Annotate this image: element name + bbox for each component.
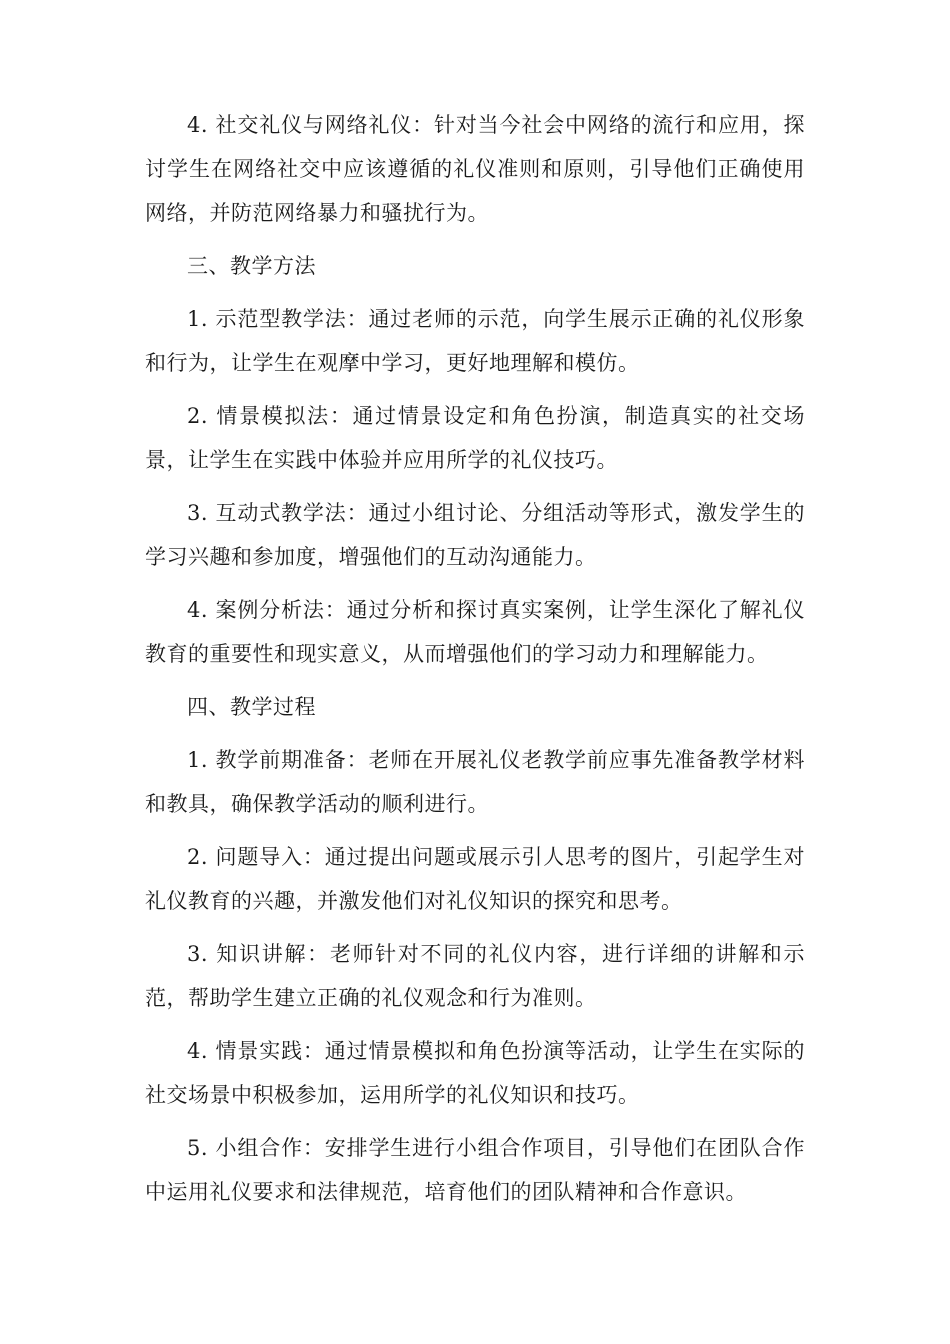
paragraph-method-demonstration: 1. 示范型教学法：通过老师的示范，向学生展示正确的礼仪形象和行为，让学生在观摩中学习，更好地理解和模仿。 <box>145 307 805 375</box>
section-heading-teaching-process: 四、教学过程 <box>187 695 316 719</box>
paragraph-step-preparation: 1. 教学前期准备：老师在开展礼仪老教学前应事先准备教学材料和教具，确保教学活动的顺利进行。 <box>145 748 805 816</box>
paragraph-step-scenario-practice: 4. 情景实践：通过情景模拟和角色扮演等活动，让学生在实际的社交场景中积极参加，运用所学的礼仪知识和技巧。 <box>145 1039 805 1107</box>
paragraph-method-interactive: 3. 互动式教学法：通过小组讨论、分组活动等形式，激发学生的学习兴趣和参加度，增强他们的互动沟通能力。 <box>145 501 805 569</box>
paragraph-social-network-etiquette: 4. 社交礼仪与网络礼仪：针对当今社会中网络的流行和应用，探讨学生在网络社交中应该遵循的礼仪准则和原则，引导他们正确使用网络，并防范网络暴力和骚扰行为。 <box>145 113 805 225</box>
paragraph-step-question-intro: 2. 问题导入：通过提出问题或展示引人思考的图片，引起学生对礼仪教育的兴趣，并激发他们对礼仪知识的探究和思考。 <box>145 845 805 913</box>
paragraph-method-scenario-simulation: 2. 情景模拟法：通过情景设定和角色扮演，制造真实的社交场景，让学生在实践中体验并应用所学的礼仪技巧。 <box>145 404 805 472</box>
document-page <box>145 103 805 1223</box>
paragraph-step-knowledge-lecture: 3. 知识讲解：老师针对不同的礼仪内容，进行详细的讲解和示范，帮助学生建立正确的礼仪观念和行为准则。 <box>145 942 805 1010</box>
paragraph-method-case-analysis: 4. 案例分析法：通过分析和探讨真实案例，让学生深化了解礼仪教育的重要性和现实意义，从而增强他们的学习动力和理解能力。 <box>145 598 805 666</box>
paragraph-step-group-cooperation: 5. 小组合作：安排学生进行小组合作项目，引导他们在团队合作中运用礼仪要求和法律规范，培育他们的团队精神和合作意识。 <box>145 1136 805 1204</box>
section-heading-teaching-methods: 三、教学方法 <box>187 254 316 278</box>
